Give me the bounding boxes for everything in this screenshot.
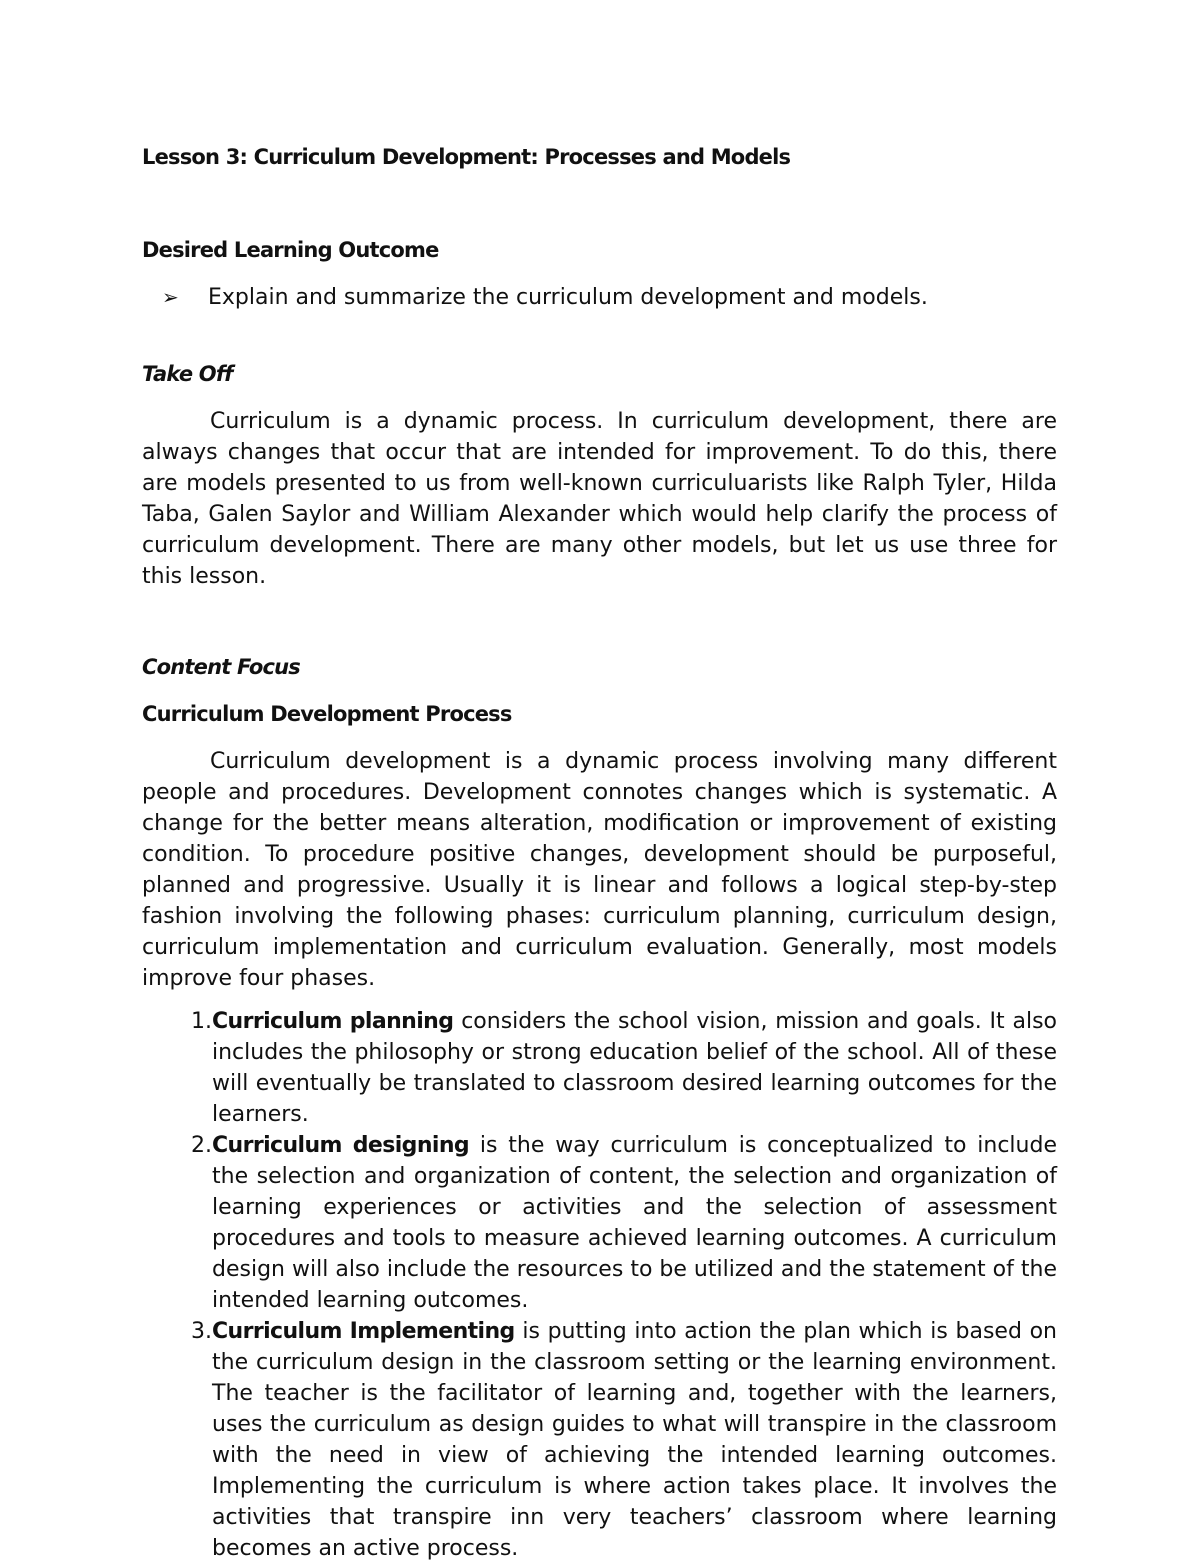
list-item (142, 1316, 1057, 1564)
spacer (142, 390, 1057, 406)
desired-outcome-heading: Desired Learning Outcome (142, 238, 439, 262)
content-focus-heading: Content Focus (142, 655, 301, 679)
outcome-bullet-item (142, 282, 1057, 313)
lesson-title: Lesson 3: Curriculum Development: Processes and Models (142, 145, 791, 169)
process-paragraph: Curriculum development is a dynamic process involving many different people and procedures. Development connotes changes which is systematic. A change for the better means alteration, modification or improvement of existing condition. To procedure positive changes, development should be purposeful, planned and progressive. Usually it is linear and follows a logical step-by-step fashion involving the following phases: curriculum planning, curriculum design, curriculum implementation and curriculum evaluation. Generally, most models improve four phases. (142, 749, 1057, 991)
outcome-bullet-text: Explain and summarize the curriculum development and models. (208, 285, 928, 310)
spacer (142, 683, 1057, 699)
document-page (142, 142, 1057, 1564)
list-item-text (212, 1130, 1057, 1316)
take-off-heading: Take Off (142, 362, 233, 386)
spacer (142, 994, 1057, 1006)
list-item-term: Curriculum Implementing (212, 1319, 515, 1344)
list-item-number: 2. (191, 1133, 212, 1158)
take-off-paragraph: Curriculum is a dynamic process. In curriculum development, there are always changes that occur that are intended for improvement. To do this, there are models presented to us from well-known curriculuarists like Ralph Tyler, Hilda Taba, Galen Saylor and William Alexander which would help clarify the process of curriculum development. There are many other models, but let us use three for this lesson. (142, 409, 1057, 589)
phases-list (142, 1006, 1057, 1564)
list-item-term: Curriculum planning (212, 1009, 454, 1034)
arrowhead-bullet-icon: ➢ (162, 285, 179, 309)
spacer (142, 173, 1057, 235)
spacer (142, 266, 1057, 282)
spacer (142, 592, 1057, 652)
list-item-text (212, 1006, 1057, 1130)
list-item-term: Curriculum designing (212, 1133, 470, 1158)
list-item-body: considers the school vision, mission and goals. It also includes the philosophy or strong education belief of the school. All of these will eventually be translated to classroom desired learning outcomes for the learners. (212, 1009, 1057, 1127)
spacer (142, 313, 1057, 359)
list-item (142, 1006, 1057, 1130)
list-item-body: is the way curriculum is conceptualized to include the selection and organization of content, the selection and organization of learning experiences or activities and the selection of assessment procedures and tools to measure achieved learning outcomes. A curriculum design will also include the resources to be utilized and the statement of the intended learning outcomes. (212, 1133, 1057, 1313)
list-item-number: 3. (191, 1319, 212, 1344)
list-item-number: 1. (191, 1009, 212, 1034)
process-subheading: Curriculum Development Process (142, 702, 512, 726)
list-item-body: is putting into action the plan which is based on the curriculum design in the classroom setting or the learning environment. The teacher is the facilitator of learning and, together with the learners, uses the curriculum as design guides to what will transpire in the classroom with the need in view of achieving the intended learning outcomes. Implementing the curriculum is where action takes place. It involves the activities that transpire inn very teachers’ classroom where learning becomes an active process. (212, 1319, 1057, 1561)
list-item-text (212, 1316, 1057, 1564)
spacer (142, 730, 1057, 746)
list-item (142, 1130, 1057, 1316)
